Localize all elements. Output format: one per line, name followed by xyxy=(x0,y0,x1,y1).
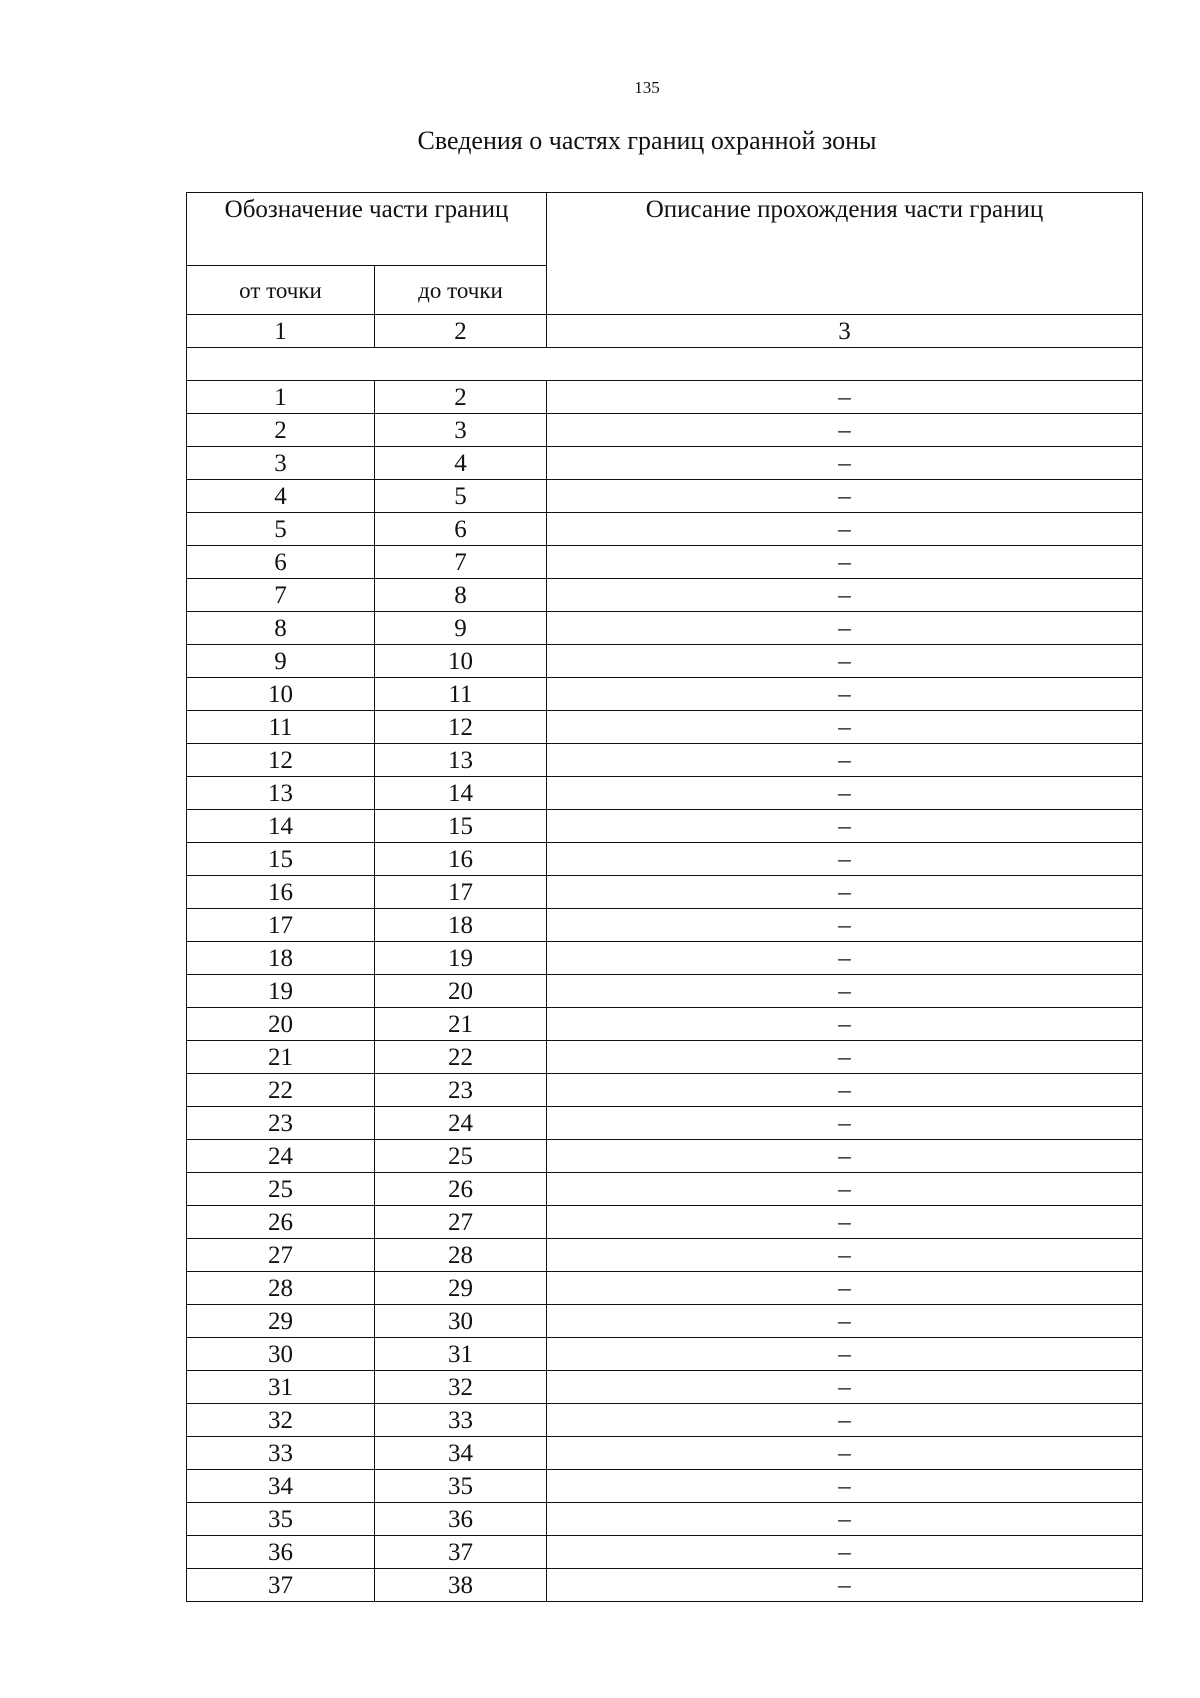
from-point-cell: 11 xyxy=(187,711,375,744)
description-cell: – xyxy=(547,1008,1143,1041)
from-point-cell: 29 xyxy=(187,1305,375,1338)
header-row xyxy=(187,193,1143,266)
from-point-cell: 13 xyxy=(187,777,375,810)
to-point-cell: 9 xyxy=(375,612,547,645)
description-cell: – xyxy=(547,1206,1143,1239)
from-point-cell: 23 xyxy=(187,1107,375,1140)
from-point-cell: 17 xyxy=(187,909,375,942)
page-number: 135 xyxy=(634,78,660,97)
table-row xyxy=(187,1503,1143,1536)
to-point-cell: 26 xyxy=(375,1173,547,1206)
from-point-cell: 32 xyxy=(187,1404,375,1437)
to-point-cell: 23 xyxy=(375,1074,547,1107)
description-cell: – xyxy=(547,1173,1143,1206)
to-point-cell: 34 xyxy=(375,1437,547,1470)
page-title: Сведения о частях границ охранной зоны xyxy=(417,126,877,155)
from-point-cell: 26 xyxy=(187,1206,375,1239)
to-point-cell: 6 xyxy=(375,513,547,546)
from-point-cell: 2 xyxy=(187,414,375,447)
table-row xyxy=(187,810,1143,843)
description-cell: – xyxy=(547,1140,1143,1173)
description-cell: – xyxy=(547,1503,1143,1536)
from-point-cell: 35 xyxy=(187,1503,375,1536)
table-row xyxy=(187,1404,1143,1437)
from-point-cell: 20 xyxy=(187,1008,375,1041)
to-point-cell: 12 xyxy=(375,711,547,744)
blank-row xyxy=(187,348,1143,381)
from-point-cell: 10 xyxy=(187,678,375,711)
from-point-cell: 19 xyxy=(187,975,375,1008)
table-row xyxy=(187,1371,1143,1404)
header-to-point: до точки xyxy=(375,266,547,315)
to-point-cell: 28 xyxy=(375,1239,547,1272)
from-point-cell: 16 xyxy=(187,876,375,909)
from-point-cell: 21 xyxy=(187,1041,375,1074)
from-point-cell: 36 xyxy=(187,1536,375,1569)
from-point-cell: 6 xyxy=(187,546,375,579)
description-cell: – xyxy=(547,1404,1143,1437)
to-point-cell: 11 xyxy=(375,678,547,711)
table-row xyxy=(187,447,1143,480)
from-point-cell: 14 xyxy=(187,810,375,843)
description-cell: – xyxy=(547,810,1143,843)
description-cell: – xyxy=(547,876,1143,909)
description-cell: – xyxy=(547,1074,1143,1107)
from-point-cell: 31 xyxy=(187,1371,375,1404)
table-row xyxy=(187,1305,1143,1338)
description-cell: – xyxy=(547,1305,1143,1338)
table-row xyxy=(187,909,1143,942)
to-point-cell: 10 xyxy=(375,645,547,678)
to-point-cell: 16 xyxy=(375,843,547,876)
to-point-cell: 22 xyxy=(375,1041,547,1074)
to-point-cell: 13 xyxy=(375,744,547,777)
table-row xyxy=(187,1437,1143,1470)
table-row xyxy=(187,579,1143,612)
to-point-cell: 37 xyxy=(375,1536,547,1569)
to-point-cell: 5 xyxy=(375,480,547,513)
to-point-cell: 21 xyxy=(375,1008,547,1041)
to-point-cell: 27 xyxy=(375,1206,547,1239)
to-point-cell: 31 xyxy=(375,1338,547,1371)
description-cell: – xyxy=(547,480,1143,513)
table-row xyxy=(187,381,1143,414)
description-cell: – xyxy=(547,447,1143,480)
to-point-cell: 17 xyxy=(375,876,547,909)
from-point-cell: 1 xyxy=(187,381,375,414)
description-cell: – xyxy=(547,1470,1143,1503)
description-cell: – xyxy=(547,909,1143,942)
to-point-cell: 14 xyxy=(375,777,547,810)
blank-cell xyxy=(187,348,1143,381)
to-point-cell: 25 xyxy=(375,1140,547,1173)
to-point-cell: 35 xyxy=(375,1470,547,1503)
to-point-cell: 38 xyxy=(375,1569,547,1602)
description-cell: – xyxy=(547,1272,1143,1305)
description-cell: – xyxy=(547,1371,1143,1404)
from-point-cell: 37 xyxy=(187,1569,375,1602)
table-row xyxy=(187,612,1143,645)
from-point-cell: 9 xyxy=(187,645,375,678)
table-row xyxy=(187,1206,1143,1239)
to-point-cell: 3 xyxy=(375,414,547,447)
table-row xyxy=(187,1536,1143,1569)
from-point-cell: 7 xyxy=(187,579,375,612)
description-cell: – xyxy=(547,579,1143,612)
description-cell: – xyxy=(547,612,1143,645)
to-point-cell: 4 xyxy=(375,447,547,480)
table-row xyxy=(187,513,1143,546)
table-row xyxy=(187,1173,1143,1206)
to-point-cell: 33 xyxy=(375,1404,547,1437)
from-point-cell: 8 xyxy=(187,612,375,645)
table-row xyxy=(187,1239,1143,1272)
table-row xyxy=(187,1140,1143,1173)
to-point-cell: 30 xyxy=(375,1305,547,1338)
header-designation: Обозначение части границ xyxy=(187,193,547,266)
from-point-cell: 24 xyxy=(187,1140,375,1173)
from-point-cell: 30 xyxy=(187,1338,375,1371)
boundary-parts-table xyxy=(186,192,1143,1602)
from-point-cell: 34 xyxy=(187,1470,375,1503)
table-row xyxy=(187,1008,1143,1041)
to-point-cell: 20 xyxy=(375,975,547,1008)
from-point-cell: 22 xyxy=(187,1074,375,1107)
description-cell: – xyxy=(547,1239,1143,1272)
description-cell: – xyxy=(547,678,1143,711)
from-point-cell: 27 xyxy=(187,1239,375,1272)
to-point-cell: 36 xyxy=(375,1503,547,1536)
to-point-cell: 29 xyxy=(375,1272,547,1305)
to-point-cell: 24 xyxy=(375,1107,547,1140)
table-row xyxy=(187,1272,1143,1305)
from-point-cell: 3 xyxy=(187,447,375,480)
table-row xyxy=(187,876,1143,909)
table-row xyxy=(187,1338,1143,1371)
table-row xyxy=(187,678,1143,711)
table-row xyxy=(187,1470,1143,1503)
description-cell: – xyxy=(547,744,1143,777)
to-point-cell: 15 xyxy=(375,810,547,843)
description-cell: – xyxy=(547,711,1143,744)
table-row xyxy=(187,942,1143,975)
column-number: 1 xyxy=(187,315,375,348)
description-cell: – xyxy=(547,1338,1143,1371)
table-row xyxy=(187,744,1143,777)
column-number-row xyxy=(187,315,1143,348)
description-cell: – xyxy=(547,777,1143,810)
to-point-cell: 7 xyxy=(375,546,547,579)
description-cell: – xyxy=(547,414,1143,447)
description-cell: – xyxy=(547,381,1143,414)
to-point-cell: 2 xyxy=(375,381,547,414)
table-row xyxy=(187,1074,1143,1107)
description-cell: – xyxy=(547,645,1143,678)
from-point-cell: 12 xyxy=(187,744,375,777)
table-row xyxy=(187,711,1143,744)
description-cell: – xyxy=(547,1536,1143,1569)
header-from-point: от точки xyxy=(187,266,375,315)
table-row xyxy=(187,777,1143,810)
description-cell: – xyxy=(547,975,1143,1008)
table-row xyxy=(187,843,1143,876)
from-point-cell: 25 xyxy=(187,1173,375,1206)
from-point-cell: 28 xyxy=(187,1272,375,1305)
from-point-cell: 18 xyxy=(187,942,375,975)
from-point-cell: 4 xyxy=(187,480,375,513)
description-cell: – xyxy=(547,1569,1143,1602)
from-point-cell: 15 xyxy=(187,843,375,876)
description-cell: – xyxy=(547,942,1143,975)
table-row xyxy=(187,645,1143,678)
table-row xyxy=(187,414,1143,447)
description-cell: – xyxy=(547,546,1143,579)
table-row xyxy=(187,1107,1143,1140)
description-cell: – xyxy=(547,843,1143,876)
column-number: 3 xyxy=(547,315,1143,348)
header-description: Описание прохождения части границ xyxy=(547,193,1143,315)
description-cell: – xyxy=(547,1437,1143,1470)
to-point-cell: 19 xyxy=(375,942,547,975)
table-row xyxy=(187,975,1143,1008)
column-number: 2 xyxy=(375,315,547,348)
table-row xyxy=(187,1041,1143,1074)
to-point-cell: 8 xyxy=(375,579,547,612)
to-point-cell: 18 xyxy=(375,909,547,942)
from-point-cell: 33 xyxy=(187,1437,375,1470)
from-point-cell: 5 xyxy=(187,513,375,546)
description-cell: – xyxy=(547,1041,1143,1074)
table-row xyxy=(187,546,1143,579)
to-point-cell: 32 xyxy=(375,1371,547,1404)
table-row xyxy=(187,1569,1143,1602)
table-row xyxy=(187,480,1143,513)
description-cell: – xyxy=(547,1107,1143,1140)
description-cell: – xyxy=(547,513,1143,546)
